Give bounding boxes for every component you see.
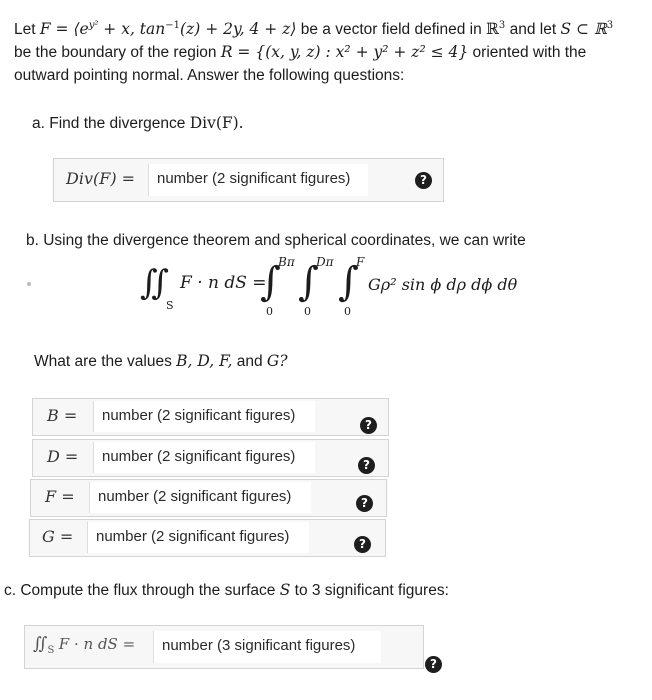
help-icon[interactable]: ? — [358, 457, 375, 474]
g-answer-row — [29, 519, 386, 557]
exponent: 3 — [498, 19, 506, 31]
upper-limit-d: Dπ — [316, 255, 334, 269]
f-answer-input[interactable]: number (2 significant figures) — [89, 482, 311, 513]
intro-text: Let — [14, 21, 40, 38]
bullet-dot — [27, 282, 31, 286]
integral-sign-1: ∫ — [260, 259, 281, 305]
upper-limit-b: Bπ — [278, 255, 295, 269]
intro-line-2 — [14, 41, 644, 64]
question-text: to 3 significant figures: — [290, 582, 449, 599]
g-answer-input[interactable]: number (2 significant figures) — [87, 522, 309, 553]
part-a-answer-row — [53, 158, 444, 202]
vector-field-part: + x, tan — [98, 20, 166, 38]
help-icon[interactable]: ? — [415, 172, 432, 189]
question-math: B, D, F, — [176, 352, 233, 370]
integral-sign-2: ∫ — [298, 259, 319, 305]
question-text: c. Compute the flux through the surface — [4, 582, 280, 599]
part-c-question — [4, 580, 449, 601]
lower-limit: 0 — [266, 305, 273, 318]
vector-field-definition: F = ⟨e — [39, 20, 89, 38]
integral-sign-3: ∫ — [338, 259, 359, 305]
intro-line-3: outward pointing normal. Answer the following questions: — [14, 67, 405, 84]
part-a-question — [32, 113, 244, 134]
surface-symbol: S ⊂ ℝ — [560, 20, 607, 38]
question-text: and — [232, 353, 267, 370]
d-label: D = — [47, 447, 79, 466]
help-icon[interactable]: ? — [360, 417, 377, 434]
d-answer-input[interactable]: number (2 significant figures) — [93, 442, 315, 473]
question-math: G? — [266, 352, 288, 370]
surface-subscript: S — [166, 299, 174, 312]
flux-answer-row — [24, 625, 424, 669]
flux-label — [33, 634, 135, 656]
double-integral-sign: ∬ — [140, 263, 169, 303]
f-answer-row — [30, 479, 387, 517]
b-answer-input[interactable]: number (2 significant figures) — [93, 401, 315, 432]
region-definition: R = {(x, y, z) : x² + y² + z² ≤ 4} — [220, 43, 469, 61]
problem-statement — [14, 18, 644, 87]
lower-limit: 0 — [344, 305, 351, 318]
spherical-integrand: Gρ² sin ϕ dρ dϕ dθ — [368, 275, 518, 294]
real-space-symbol: ℝ — [486, 20, 499, 38]
flux-answer-input[interactable]: number (3 significant figures) — [153, 631, 381, 663]
exponent: y² — [88, 19, 99, 31]
question-math: Div(F). — [189, 114, 244, 132]
f-label: F = — [45, 487, 75, 506]
intro-text: be the boundary of the region — [14, 44, 221, 61]
values-question — [34, 351, 288, 372]
help-icon[interactable]: ? — [356, 495, 373, 512]
intro-line-1 — [14, 18, 644, 41]
div-label: Div(F) = — [66, 169, 136, 188]
inverse-exponent: −1 — [165, 19, 180, 31]
upper-limit-f: F — [356, 255, 365, 269]
d-answer-row — [32, 439, 389, 477]
flux-integrand: F · n dS = — [180, 273, 267, 293]
help-icon[interactable]: ? — [354, 536, 371, 553]
question-text: a. Find the divergence — [32, 115, 190, 132]
question-text: What are the values — [34, 353, 177, 370]
question-math: S — [279, 581, 291, 599]
intro-text: be a vector field defined in — [296, 21, 487, 38]
exponent: 3 — [606, 19, 614, 31]
double-integral-sign: ∬ — [33, 634, 48, 654]
b-answer-row — [32, 398, 389, 436]
divergence-equation — [140, 255, 540, 325]
vector-field-part: (z) + 2y, 4 + z⟩ — [180, 20, 297, 38]
lower-limit: 0 — [304, 305, 311, 318]
div-answer-input[interactable]: number (2 significant figures) — [148, 164, 368, 196]
intro-text: and let — [505, 21, 561, 38]
surface-subscript: S — [47, 645, 55, 657]
b-label: B = — [47, 406, 78, 425]
g-label: G = — [42, 527, 74, 546]
help-icon[interactable]: ? — [425, 656, 442, 673]
intro-text: oriented with the — [468, 44, 587, 61]
part-b-question: b. Using the divergence theorem and spherical coordinates, we can write — [26, 232, 526, 249]
flux-integrand: F · n dS = — [58, 635, 136, 653]
